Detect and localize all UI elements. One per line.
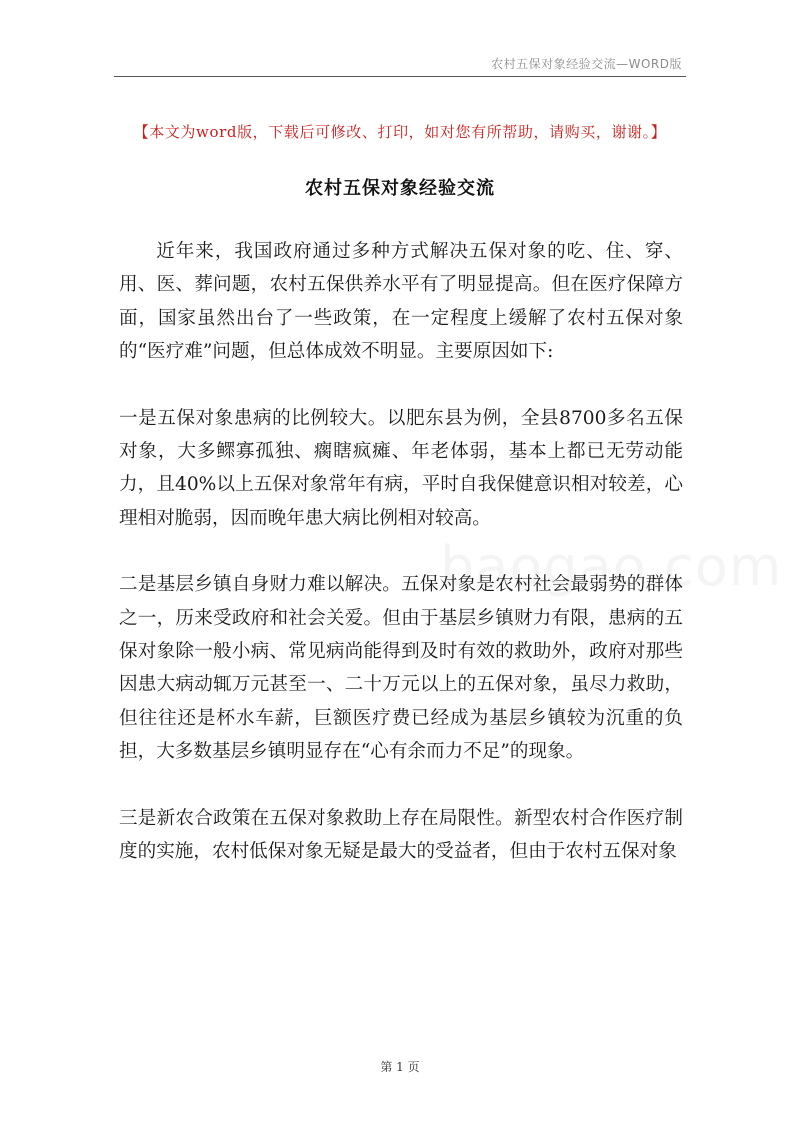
- paragraph-reason-3: 三是新农合政策在五保对象救助上存在局限性。新型农村合作医疗制度的实施，农村低保对象无疑是最大的受益者，但由于农村五保对象: [119, 807, 683, 863]
- running-header: 农村五保对象经验交流—WORD版: [491, 57, 682, 71]
- document-body: [119, 235, 683, 869]
- page-number: 第 1 页: [380, 1060, 420, 1074]
- download-notice: 【本文为word版，下载后可修改、打印，如对您有所帮助，请购买，谢谢。】: [133, 123, 667, 141]
- paragraph-reason-2: 二是基层乡镇自身财力难以解决。五保对象是农村社会最弱势的群体之一，历来受政府和社会关爱。但由于基层乡镇财力有限，患病的五保对象除一般小病、常见病尚能得到及时有效的救助外，政府对那些因患大病动辄万元甚至一、二十万元以上的五保对象，虽尽力救助，但往往还是杯水车薪，巨额医疗费已经成为基层乡镇较为沉重的负担，大多数基层乡镇明显存在“心有余而力不足”的现象。: [119, 574, 683, 763]
- header-divider: [114, 76, 686, 77]
- document-title: 农村五保对象经验交流: [305, 178, 495, 199]
- paragraph-reason-1: 一是五保对象患病的比例较大。以肥东县为例，全县8700多名五保对象，大多鳏寡孤独、瘸瞎疯瘫、年老体弱，基本上都已无劳动能力，且40%以上五保对象常年有病，平时自我保健意识相对较差，心理相对脆弱，因而晚年患大病比例相对较高。: [119, 407, 683, 529]
- paragraph-intro: 近年来，我国政府通过多种方式解决五保对象的吃、住、穿、用、医、葬问题，农村五保供养水平有了明显提高。但在医疗保障方面，国家虽然出台了一些政策，在一定程度上缓解了农村五保对象的“医疗难”问题，但总体成效不明显。主要原因如下:: [119, 241, 683, 363]
